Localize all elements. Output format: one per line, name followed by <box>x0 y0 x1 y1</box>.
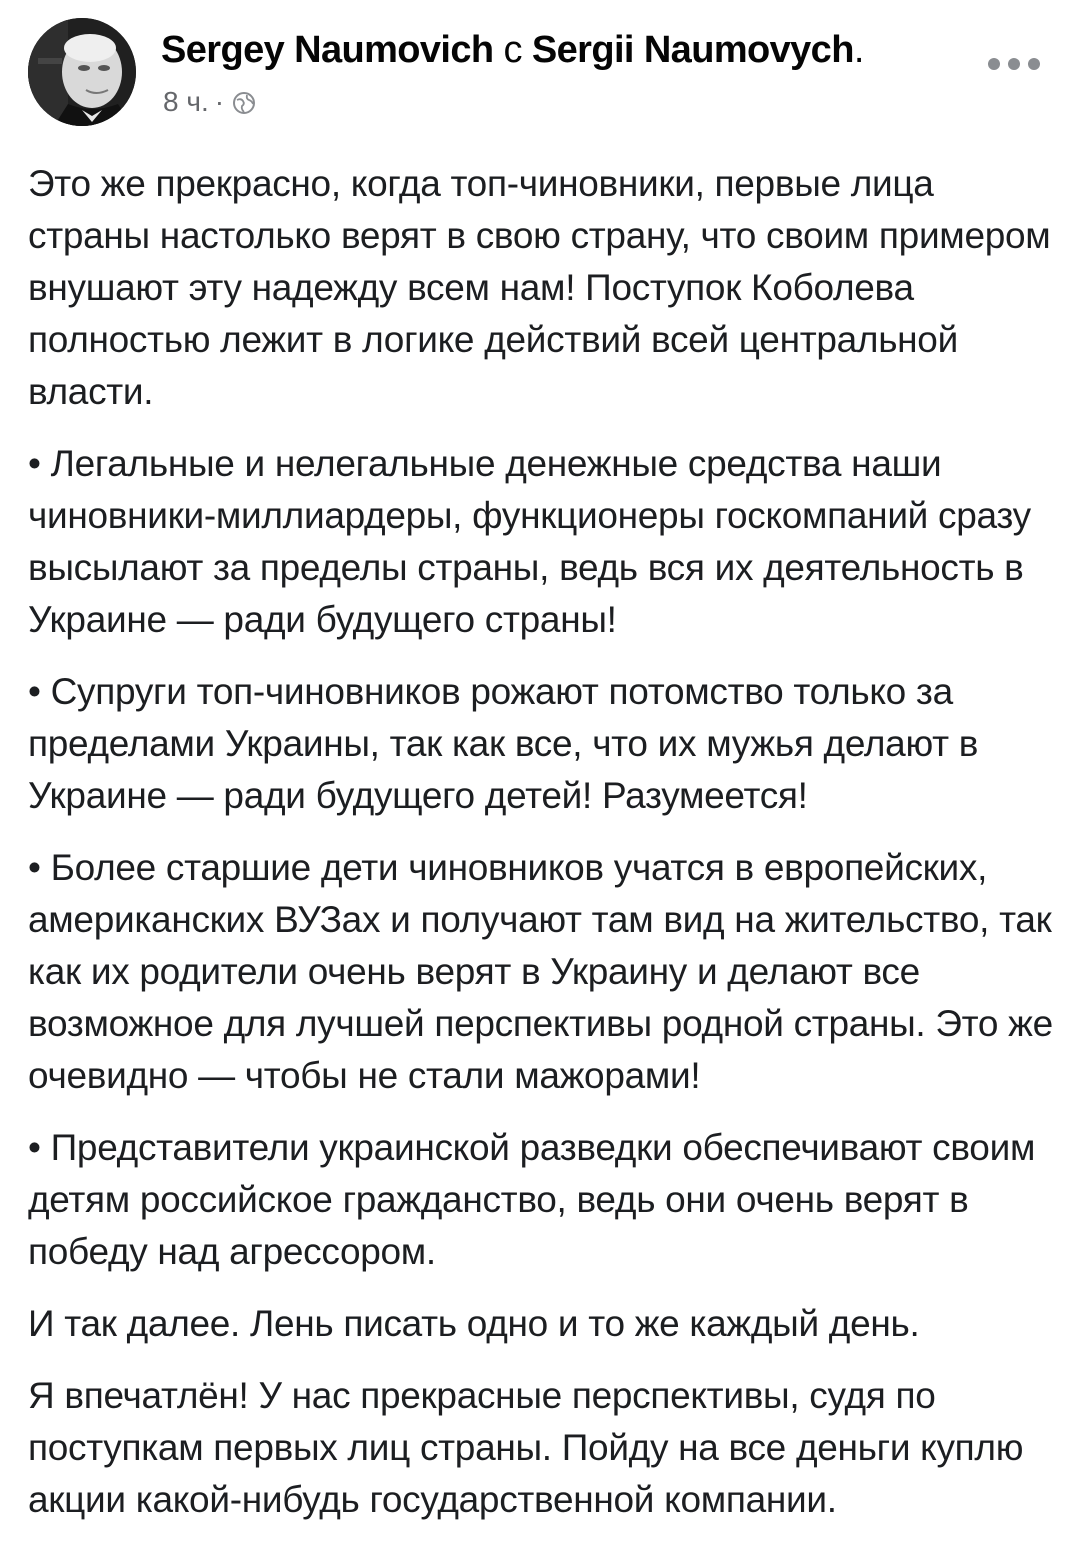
more-dot <box>1028 58 1040 70</box>
post-paragraph: • Супруги топ-чиновников рожают потомство только за пределами Украины, так как все, что их мужья делают в Украине — ради будущего детей! Разумеется! <box>28 671 979 816</box>
author-name[interactable]: Sergey Naumovich <box>161 29 494 71</box>
post-timestamp[interactable]: 8 ч. <box>163 86 209 117</box>
more-dot <box>988 58 1000 70</box>
author-avatar[interactable] <box>28 18 136 126</box>
post-paragraph: Я впечатлён! У нас прекрасные перспективы, судя по поступкам первых лиц страны. Пойду на все деньги куплю акции какой-нибудь государственной компании. <box>28 1375 1024 1520</box>
post-paragraph: • Представители украинской разведки обеспечивают своим детям российское гражданство, ведь они очень верят в победу над агрессором. <box>28 1127 1036 1272</box>
post-paragraph: • Легальные и нелегальные денежные средства наши чиновники-миллиардеры, функционеры госкомпаний сразу высылают за пределы страны, ведь вся их деятельность в Украине — ради будущего страны! <box>28 443 1031 640</box>
post-body <box>28 158 1058 1546</box>
more-options-icon[interactable] <box>988 52 1040 76</box>
post-paragraph: • Более старшие дети чиновников учатся в европейских, американских ВУЗах и получают там вид на жительство, так как их родители очень верят в Украину и делают все возможное для лучшей перспективы родной страны. Это же очевидно — чтобы не стали мажорами! <box>28 847 1053 1096</box>
author-line-dot: . <box>853 29 864 71</box>
post-paragraph: И так далее. Лень писать одно и то же каждый день. <box>28 1303 920 1344</box>
globe-icon[interactable] <box>232 90 256 114</box>
with-word: с <box>503 29 522 71</box>
meta-separator: · <box>214 86 225 117</box>
post-meta <box>163 84 256 120</box>
avatar-photo <box>28 18 136 126</box>
post-header <box>28 18 1058 130</box>
tagged-user-name[interactable]: Sergii Naumovych <box>531 29 854 71</box>
author-line <box>161 28 864 72</box>
more-dot <box>1008 58 1020 70</box>
post-paragraph: Это же прекрасно, когда топ-чиновники, первые лица страны настолько верят в свою страну, что своим примером внушают эту надежду всем нам! Поступок Коболева полностью лежит в логике действий всей центральной власти. <box>28 163 1051 412</box>
